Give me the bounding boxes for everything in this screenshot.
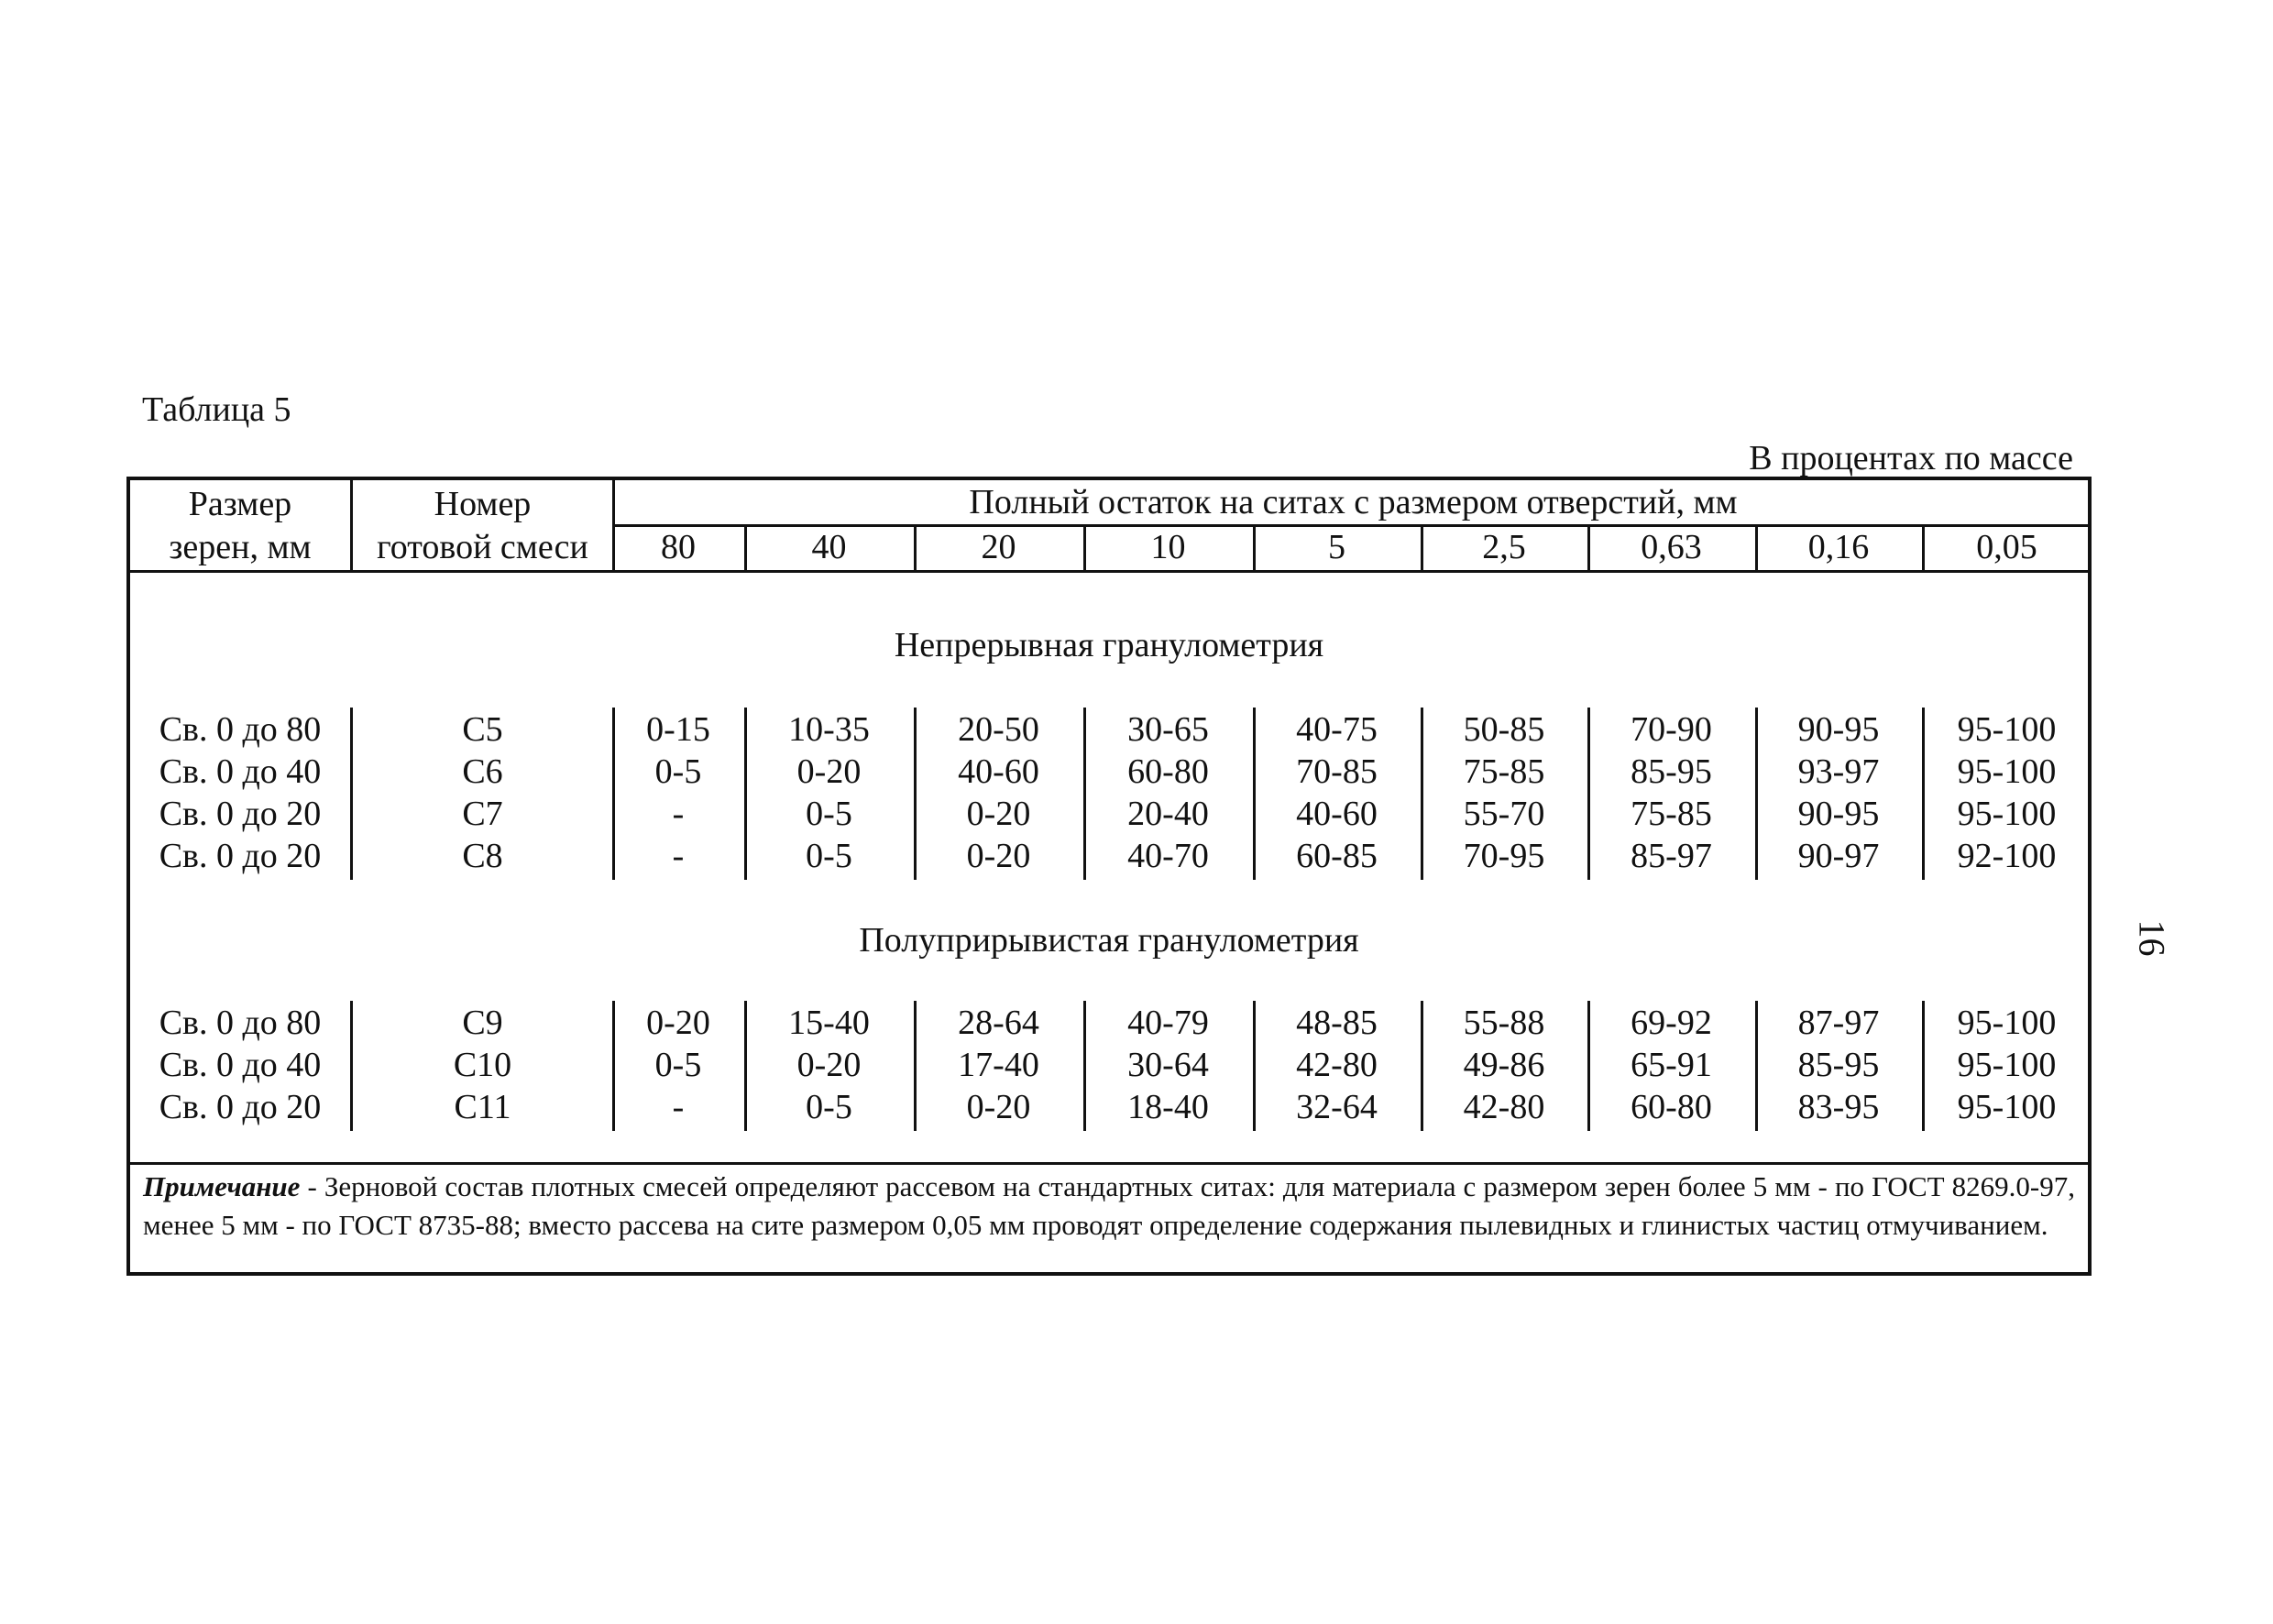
cell-value: 69-92 — [1631, 1004, 1712, 1042]
cell-value: 18-40 — [1127, 1088, 1209, 1126]
header-divider — [1253, 524, 1256, 570]
cell-value: 0-20 — [966, 837, 1031, 875]
cell-grain-size: Св. 0 до 80 — [159, 1004, 322, 1042]
cell-value: 90-97 — [1797, 837, 1880, 875]
header-divider — [350, 480, 353, 572]
cell-value: 60-80 — [1127, 752, 1209, 791]
header-sieve-6: 0,63 — [1641, 528, 1702, 567]
cell-grain-size: Св. 0 до 20 — [159, 795, 322, 833]
cell-value: 90-95 — [1797, 710, 1880, 749]
cell-mix-number: С5 — [462, 710, 503, 749]
cell-value: 95-100 — [1957, 710, 2057, 749]
cell-value: 85-95 — [1631, 752, 1712, 791]
header-mix-number — [353, 480, 612, 572]
cell-value: 95-100 — [1957, 1088, 2057, 1126]
cell-value: 55-70 — [1463, 795, 1545, 833]
header-sieve-4: 5 — [1328, 528, 1345, 567]
cell-value: 40-75 — [1296, 710, 1378, 749]
cell-value: 60-80 — [1631, 1088, 1712, 1126]
header-divider — [1755, 524, 1758, 570]
cell-mix-number: С8 — [462, 837, 503, 875]
header-divider — [1083, 524, 1086, 570]
header-sieve-group: Полный остаток на ситах с размером отверстий, мм — [969, 483, 1738, 522]
cell-value: 0-5 — [806, 795, 852, 833]
header-sieve-7: 0,16 — [1807, 528, 1870, 567]
cell-mix-number: С6 — [462, 752, 503, 791]
cell-value: 70-85 — [1296, 752, 1378, 791]
cell-value: 95-100 — [1957, 752, 2057, 791]
header-sieve-5: 2,5 — [1482, 528, 1526, 567]
cell-value: 15-40 — [788, 1004, 870, 1042]
cell-value: 85-97 — [1631, 837, 1712, 875]
header-bottom-rule — [130, 570, 2088, 573]
cell-grain-size: Св. 0 до 80 — [159, 710, 322, 749]
units-note: В процентах по массе — [1749, 439, 2073, 477]
note-label: Примечание — [143, 1170, 301, 1202]
cell-grain-size: Св. 0 до 40 — [159, 752, 322, 791]
cell-value: - — [672, 837, 685, 875]
granulometry-table — [126, 477, 2092, 1276]
cell-value: 40-60 — [1296, 795, 1378, 833]
cell-value: 55-88 — [1463, 1004, 1545, 1042]
cell-value: 17-40 — [958, 1046, 1039, 1084]
table-note — [143, 1168, 2075, 1245]
cell-value: 0-5 — [806, 1088, 852, 1126]
header-sieve-0: 80 — [661, 528, 696, 567]
cell-mix-number: С10 — [453, 1046, 512, 1084]
cell-value: 30-65 — [1127, 710, 1209, 749]
cell-value: 75-85 — [1631, 795, 1712, 833]
cell-value: 42-80 — [1463, 1088, 1545, 1126]
cell-value: - — [672, 1088, 685, 1126]
cell-value: 95-100 — [1957, 795, 2057, 833]
cell-value: 32-64 — [1296, 1088, 1378, 1126]
cell-value: 10-35 — [788, 710, 870, 749]
cell-value: 93-97 — [1797, 752, 1880, 791]
header-grain-size — [130, 480, 350, 572]
cell-value: 85-95 — [1797, 1046, 1880, 1084]
cell-value: 40-79 — [1127, 1004, 1209, 1042]
cell-value: 28-64 — [958, 1004, 1039, 1042]
header-divider — [1922, 524, 1925, 570]
header-divider — [1421, 524, 1423, 570]
cell-value: 0-20 — [796, 1046, 862, 1084]
header-grain-size-line1: Размер — [188, 484, 292, 523]
page-number: 16 — [2131, 919, 2173, 957]
cell-value: 48-85 — [1296, 1004, 1378, 1042]
cell-mix-number: С9 — [462, 1004, 503, 1042]
cell-value: 83-95 — [1797, 1088, 1880, 1126]
cell-value: 0-5 — [654, 1046, 702, 1084]
cell-grain-size: Св. 0 до 20 — [159, 837, 322, 875]
cell-value: 70-90 — [1631, 710, 1712, 749]
note-top-rule — [130, 1162, 2088, 1165]
header-sieve-2: 20 — [981, 528, 1016, 567]
cell-value: 49-86 — [1463, 1046, 1545, 1084]
cell-grain-size: Св. 0 до 20 — [159, 1088, 322, 1126]
cell-value: 95-100 — [1957, 1004, 2057, 1042]
cell-value: 70-95 — [1463, 837, 1545, 875]
cell-value: 60-85 — [1296, 837, 1378, 875]
header-divider — [744, 524, 747, 570]
cell-value: 92-100 — [1957, 837, 2057, 875]
cell-mix-number: С11 — [454, 1088, 511, 1126]
cell-value: 65-91 — [1631, 1046, 1712, 1084]
cell-value: 20-50 — [958, 710, 1039, 749]
cell-value: 0-20 — [966, 795, 1031, 833]
header-sieve-8: 0,05 — [1976, 528, 2037, 567]
header-grain-size-line2: зерен, мм — [169, 528, 312, 566]
section-title: Полуприрывистая гранулометрия — [859, 921, 1359, 960]
cell-value: - — [672, 795, 685, 833]
cell-value: 0-20 — [796, 752, 862, 791]
cell-value: 42-80 — [1296, 1046, 1378, 1084]
cell-value: 20-40 — [1127, 795, 1209, 833]
cell-value: 0-20 — [646, 1004, 710, 1042]
header-mix-number-line1: Номер — [434, 484, 532, 523]
header-sieve-3: 10 — [1150, 528, 1186, 567]
cell-value: 0-5 — [806, 837, 852, 875]
cell-value: 90-95 — [1797, 795, 1880, 833]
cell-value: 50-85 — [1463, 710, 1545, 749]
table-caption: Таблица 5 — [142, 390, 291, 429]
cell-value: 95-100 — [1957, 1046, 2057, 1084]
section-title: Непрерывная гранулометрия — [894, 626, 1324, 664]
header-divider — [1587, 524, 1590, 570]
cell-value: 87-97 — [1797, 1004, 1880, 1042]
cell-grain-size: Св. 0 до 40 — [159, 1046, 322, 1084]
header-divider — [914, 524, 917, 570]
cell-value: 40-70 — [1127, 837, 1209, 875]
cell-value: 0-5 — [654, 752, 702, 791]
cell-value: 0-15 — [646, 710, 710, 749]
note-text: - Зерновой состав плотных смесей определяют рассевом на стандартных ситах: для материала с размером зерен более 5 мм - по ГОСТ 8269.0-97, менее 5 мм - по ГОСТ 8735-88; вместо рассева на сите размером 0,05 мм проводят определение содержания пылевидных и глинистых частиц отмучиванием. — [143, 1170, 2075, 1241]
cell-value: 40-60 — [958, 752, 1039, 791]
cell-mix-number: С7 — [462, 795, 503, 833]
cell-value: 75-85 — [1463, 752, 1545, 791]
cell-value: 0-20 — [966, 1088, 1031, 1126]
header-mix-number-line2: готовой смеси — [377, 528, 588, 566]
header-sieve-1: 40 — [811, 528, 847, 567]
cell-value: 30-64 — [1127, 1046, 1209, 1084]
